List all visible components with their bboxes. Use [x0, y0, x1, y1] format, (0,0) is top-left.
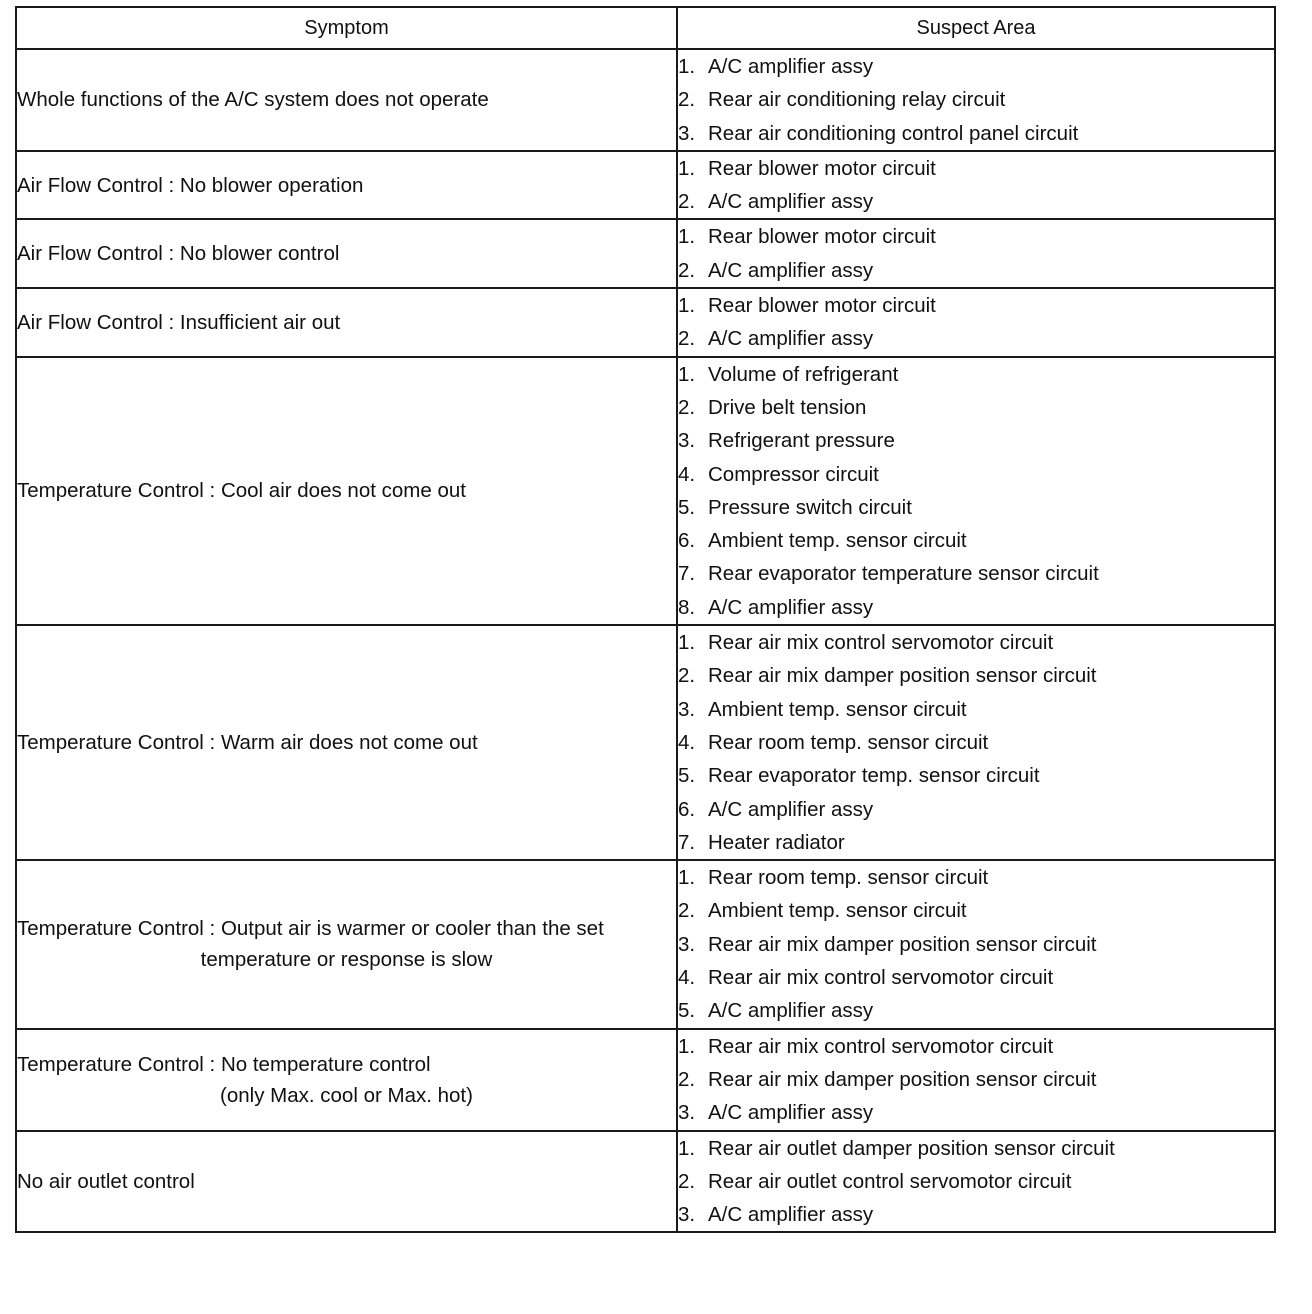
suspect-item-text: A/C amplifier assy — [708, 55, 874, 78]
suspect-area-cell — [677, 49, 1275, 151]
item-number: 3. — [678, 697, 696, 721]
suspect-item-text: Rear blower motor circuit — [708, 225, 936, 249]
suspect-item-text: A/C amplifier assy — [708, 327, 874, 351]
symptom-cell — [16, 625, 677, 860]
suspect-item-text: A/C amplifier assy — [708, 258, 874, 282]
suspect-list — [678, 152, 1274, 219]
suspect-area-cell — [677, 357, 1275, 625]
suspect-area-cell — [677, 151, 1275, 220]
suspect-item-text: Rear evaporator temp. sensor circuit — [708, 764, 1040, 788]
suspect-item — [678, 322, 1274, 355]
table-row — [16, 219, 1275, 288]
suspect-item-text: A/C amplifier assy — [708, 797, 874, 821]
item-number: 2. — [678, 1067, 696, 1091]
suspect-item-text: Rear air mix damper position sensor circuit — [708, 932, 1097, 956]
suspect-item-text: Compressor circuit — [708, 462, 879, 486]
suspect-list — [678, 220, 1274, 287]
item-number: 7. — [678, 562, 696, 586]
suspect-item — [678, 861, 1274, 894]
item-number: 2. — [678, 664, 696, 688]
suspect-item-text: Rear air mix damper position sensor circuit — [708, 1067, 1097, 1091]
item-number: 2. — [678, 327, 696, 351]
suspect-item-text: Rear air conditioning relay circuit — [708, 88, 1006, 112]
symptom-text: Air Flow Control : No blower control — [17, 242, 340, 266]
item-number: 3. — [678, 1203, 696, 1227]
suspect-list — [678, 358, 1274, 624]
item-number: 1. — [678, 55, 696, 78]
item-number: 1. — [678, 225, 696, 249]
suspect-item — [678, 185, 1274, 218]
suspect-item-text: Rear room temp. sensor circuit — [708, 866, 989, 890]
item-number: 1. — [678, 1136, 696, 1160]
suspect-item-text: Rear air mix control servomotor circuit — [708, 966, 1054, 990]
symptom-cell — [16, 151, 677, 220]
suspect-item-text: Rear air mix damper position sensor circuit — [708, 664, 1097, 688]
suspect-area-cell — [677, 288, 1275, 357]
suspect-item — [678, 626, 1274, 659]
suspect-area-cell — [677, 1131, 1275, 1233]
table-row — [16, 1131, 1275, 1233]
suspect-item — [678, 894, 1274, 927]
troubleshooting-table — [15, 6, 1276, 1233]
table-body — [16, 49, 1275, 1232]
symptom-text: Air Flow Control : No blower operation — [17, 173, 364, 197]
suspect-item — [678, 659, 1274, 692]
suspect-item-text: Drive belt tension — [708, 395, 867, 419]
table-row — [16, 1029, 1275, 1131]
suspect-item — [678, 1132, 1274, 1165]
item-number: 2. — [678, 395, 696, 419]
item-number: 2. — [678, 899, 696, 923]
suspect-item-text: Ambient temp. sensor circuit — [708, 529, 967, 553]
suspect-list — [678, 626, 1274, 859]
suspect-item — [678, 117, 1274, 150]
suspect-item — [678, 759, 1274, 792]
suspect-item — [678, 358, 1274, 391]
suspect-item-text: Rear evaporator temperature sensor circuit — [708, 562, 1099, 586]
suspect-item-text: Ambient temp. sensor circuit — [708, 899, 967, 923]
suspect-item — [678, 83, 1274, 116]
header-row — [16, 7, 1275, 49]
suspect-item — [678, 1063, 1274, 1096]
symptom-text: Temperature Control : Cool air does not come out — [17, 479, 466, 503]
table-row — [16, 860, 1275, 1028]
item-number: 4. — [678, 966, 696, 990]
symptom-text: Whole functions of the A/C system does not operate — [17, 88, 489, 112]
suspect-item — [678, 491, 1274, 524]
table-row — [16, 151, 1275, 220]
item-number: 2. — [678, 88, 696, 112]
symptom-text: Temperature Control : Warm air does not come out — [17, 731, 478, 755]
suspect-item — [678, 726, 1274, 759]
item-number: 6. — [678, 797, 696, 821]
suspect-item-text: Ambient temp. sensor circuit — [708, 697, 967, 721]
suspect-list — [678, 50, 1274, 150]
suspect-area-cell — [677, 1029, 1275, 1131]
symptom-cell — [16, 860, 677, 1028]
suspect-item-text: Rear air mix control servomotor circuit — [708, 1034, 1054, 1058]
symptom-header: Symptom — [16, 7, 677, 49]
suspect-item — [678, 994, 1274, 1027]
suspect-list — [678, 1132, 1274, 1232]
item-number: 5. — [678, 764, 696, 788]
symptom-text: (only Max. cool or Max. hot) — [220, 1083, 473, 1107]
suspect-item — [678, 826, 1274, 859]
item-number: 1. — [678, 294, 696, 318]
suspect-item-text: A/C amplifier assy — [708, 999, 874, 1023]
suspect-item — [678, 1165, 1274, 1198]
suspect-item — [678, 524, 1274, 557]
suspect-item — [678, 591, 1274, 624]
suspect-list — [678, 289, 1274, 356]
suspect-area-cell — [677, 860, 1275, 1028]
item-number: 1. — [678, 866, 696, 890]
suspect-area-cell — [677, 625, 1275, 860]
suspect-item-text: Rear air mix control servomotor circuit — [708, 631, 1054, 655]
suspect-list — [678, 1030, 1274, 1130]
suspect-item-text: Rear blower motor circuit — [708, 156, 936, 180]
suspect-item — [678, 961, 1274, 994]
suspect-item — [678, 693, 1274, 726]
suspect-list — [678, 861, 1274, 1027]
symptom-cell — [16, 219, 677, 288]
suspect-item — [678, 1096, 1274, 1129]
item-number: 6. — [678, 529, 696, 553]
suspect-item-text: Rear blower motor circuit — [708, 294, 936, 318]
symptom-cell — [16, 1131, 677, 1233]
symptom-text: Temperature Control : Output air is warmer or cooler than the set — [17, 917, 604, 941]
suspect-item — [678, 928, 1274, 961]
item-number: 1. — [678, 362, 696, 386]
suspect-item-text: Heater radiator — [708, 830, 845, 854]
item-number: 3. — [678, 121, 696, 145]
symptom-text: Air Flow Control : Insufficient air out — [17, 310, 341, 334]
suspect-item-text: Rear air outlet damper position sensor circuit — [708, 1136, 1115, 1160]
symptom-text: No air outlet control — [17, 1169, 195, 1193]
item-number: 5. — [678, 999, 696, 1023]
table-row — [16, 49, 1275, 151]
suspect-item — [678, 1198, 1274, 1231]
suspect-item — [678, 254, 1274, 287]
symptom-text: Temperature Control : No temperature control — [17, 1052, 431, 1076]
item-number: 2. — [678, 1169, 696, 1193]
suspect-item — [678, 289, 1274, 322]
suspect-area-header: Suspect Area — [677, 7, 1275, 49]
suspect-item — [678, 1030, 1274, 1063]
item-number: 4. — [678, 730, 696, 754]
item-number: 3. — [678, 1101, 696, 1125]
item-number: 2. — [678, 258, 696, 282]
suspect-item-text: Refrigerant pressure — [708, 429, 895, 453]
suspect-item-text: A/C amplifier assy — [708, 1101, 874, 1125]
suspect-area-cell — [677, 219, 1275, 288]
item-number: 4. — [678, 462, 696, 486]
suspect-item — [678, 458, 1274, 491]
item-number: 2. — [678, 190, 696, 214]
table-row — [16, 357, 1275, 625]
suspect-item — [678, 50, 1274, 83]
suspect-item — [678, 152, 1274, 185]
symptom-cell — [16, 1029, 677, 1131]
suspect-item — [678, 391, 1274, 424]
suspect-item-text: Rear air conditioning control panel circuit — [708, 121, 1079, 145]
item-number: 3. — [678, 429, 696, 453]
item-number: 1. — [678, 1034, 696, 1058]
suspect-item — [678, 557, 1274, 590]
suspect-item-text: A/C amplifier assy — [708, 190, 874, 214]
item-number: 5. — [678, 495, 696, 519]
suspect-item — [678, 424, 1274, 457]
suspect-item-text: A/C amplifier assy — [708, 595, 874, 619]
item-number: 7. — [678, 830, 696, 854]
suspect-item-text: Rear room temp. sensor circuit — [708, 730, 989, 754]
symptom-text: temperature or response is slow — [200, 948, 493, 972]
suspect-item — [678, 220, 1274, 253]
item-number: 1. — [678, 631, 696, 655]
suspect-item-text: Volume of refrigerant — [708, 362, 899, 386]
symptom-cell — [16, 288, 677, 357]
suspect-item-text: Rear air outlet control servomotor circuit — [708, 1169, 1072, 1193]
suspect-item — [678, 793, 1274, 826]
symptom-cell — [16, 49, 677, 151]
suspect-item-text: Pressure switch circuit — [708, 495, 912, 519]
symptom-cell — [16, 357, 677, 625]
item-number: 3. — [678, 932, 696, 956]
table-row — [16, 288, 1275, 357]
item-number: 1. — [678, 156, 696, 180]
table-row — [16, 625, 1275, 860]
item-number: 8. — [678, 595, 696, 619]
suspect-item-text: A/C amplifier assy — [708, 1203, 874, 1227]
